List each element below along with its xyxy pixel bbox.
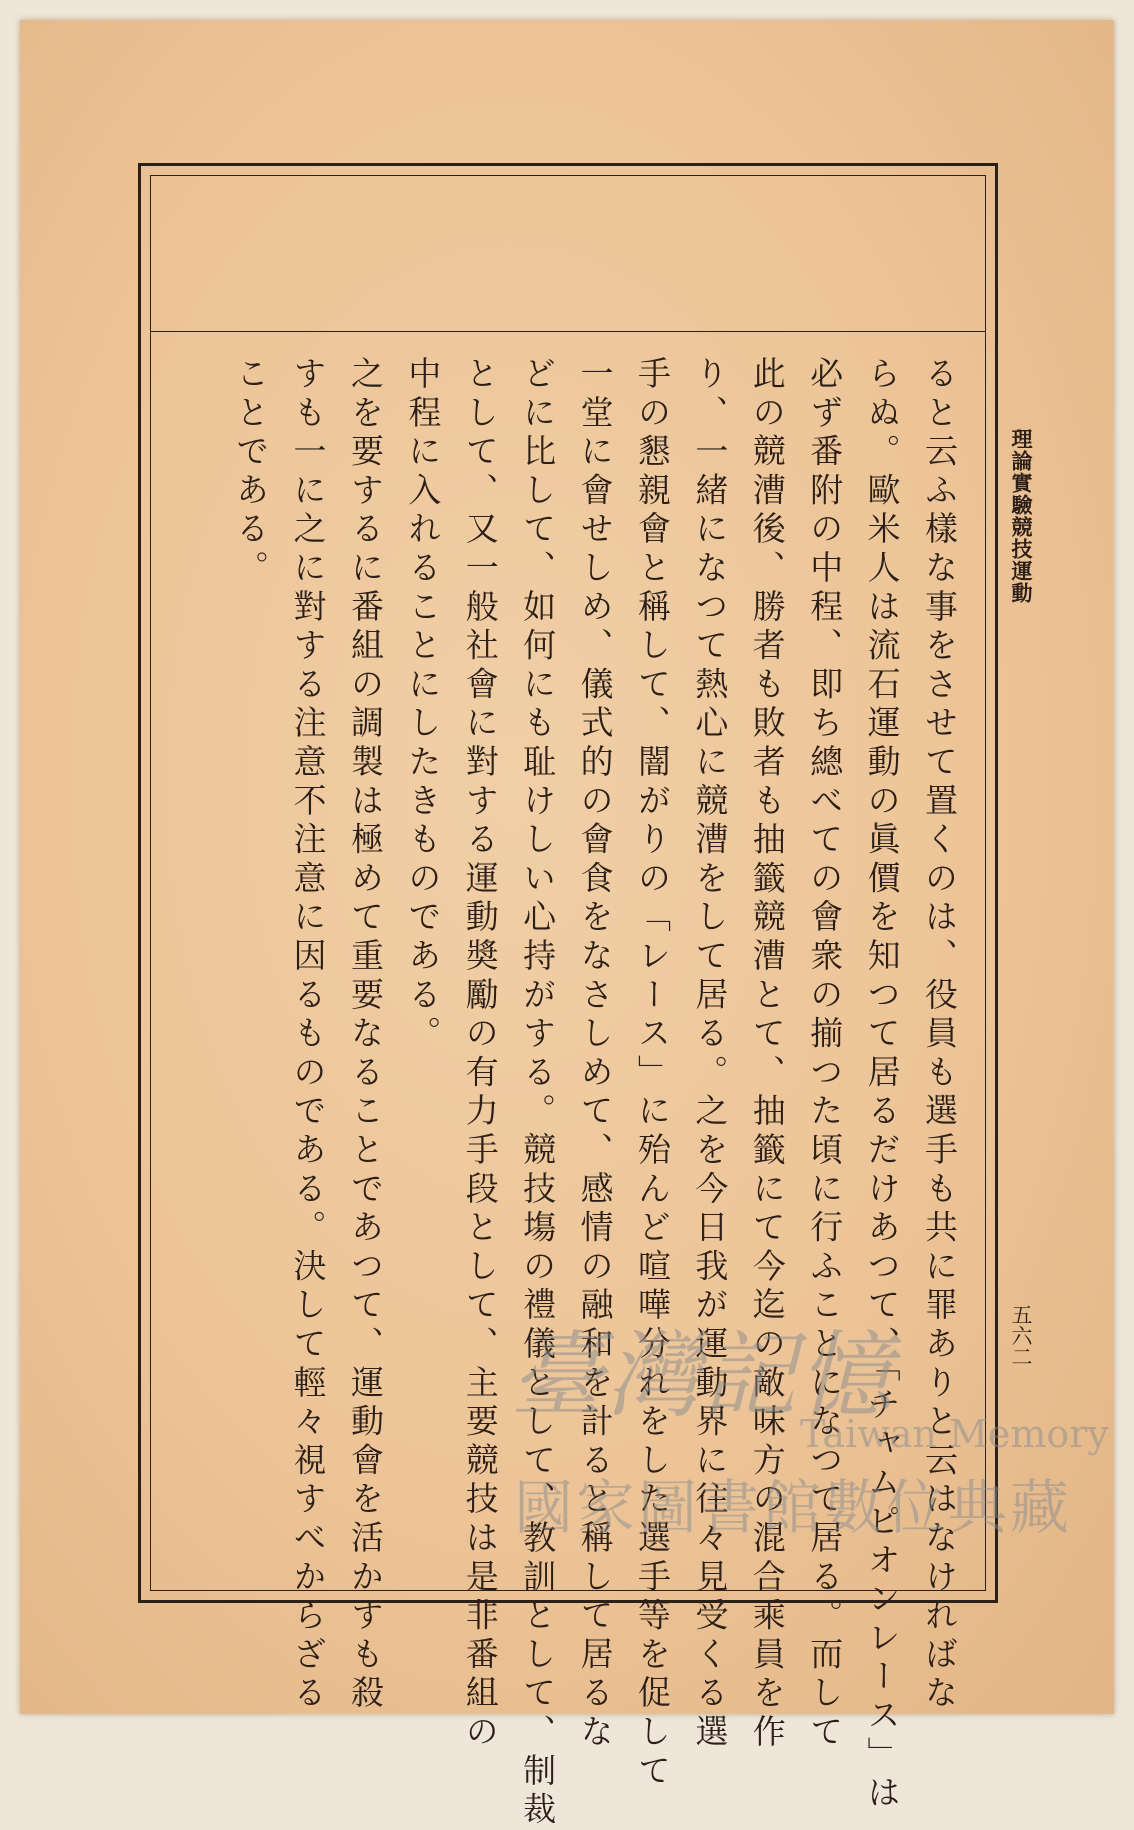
body-text: ると云ふ樣な事をさせて置くのは、役員も選手も共に罪ありと云はなければな らぬ。歐米人は流石運動の眞價を知つて居るだけあつて、「チャムピオンレース」は 必ず番附の中程、即ち總べての會衆の揃つた頃に行ふことになつて居る。而して 此の競漕後、勝者も敗者も抽籤競漕とて、抽籤にて今迄の敵味方の混合乘員を作 り、一緒になつて熱心に競漕をして居る。之を今日我が運動界に往々見受くる選 手の懇親會と稱して、闇がりの「レース」に殆んど喧嘩分れをした選手等を促して 一堂に會せしめ、儀式的の會食をなさしめて、感情の融和を計ると稱して居るな どに比して、如何にも耻けしい心持がする。競技塲の禮儀として、教訓として、制裁 として、又一般社會に對する運動奬勵の有力手段として、主要競技は是非番組の 中程に入れることにしたきものである。 之を要するに番組の調製は極めて重要なることであつて、運動會を活かすも殺 すも一に之に對する注意不注意に因るものである。決して輕々視すべからざる ことである。 — [231, 356, 959, 1830]
running-header: 理論實驗競技運動 — [1009, 428, 1034, 604]
watermark-latin: Taiwan Memory — [800, 1412, 1109, 1456]
watermark-logo: 臺灣記憶 — [510, 1322, 895, 1431]
watermark-subtitle: 國家圖書館數位典藏 — [514, 1473, 1073, 1542]
blank-area-divider — [150, 331, 986, 332]
page-number: 五六二 — [1009, 1304, 1033, 1367]
